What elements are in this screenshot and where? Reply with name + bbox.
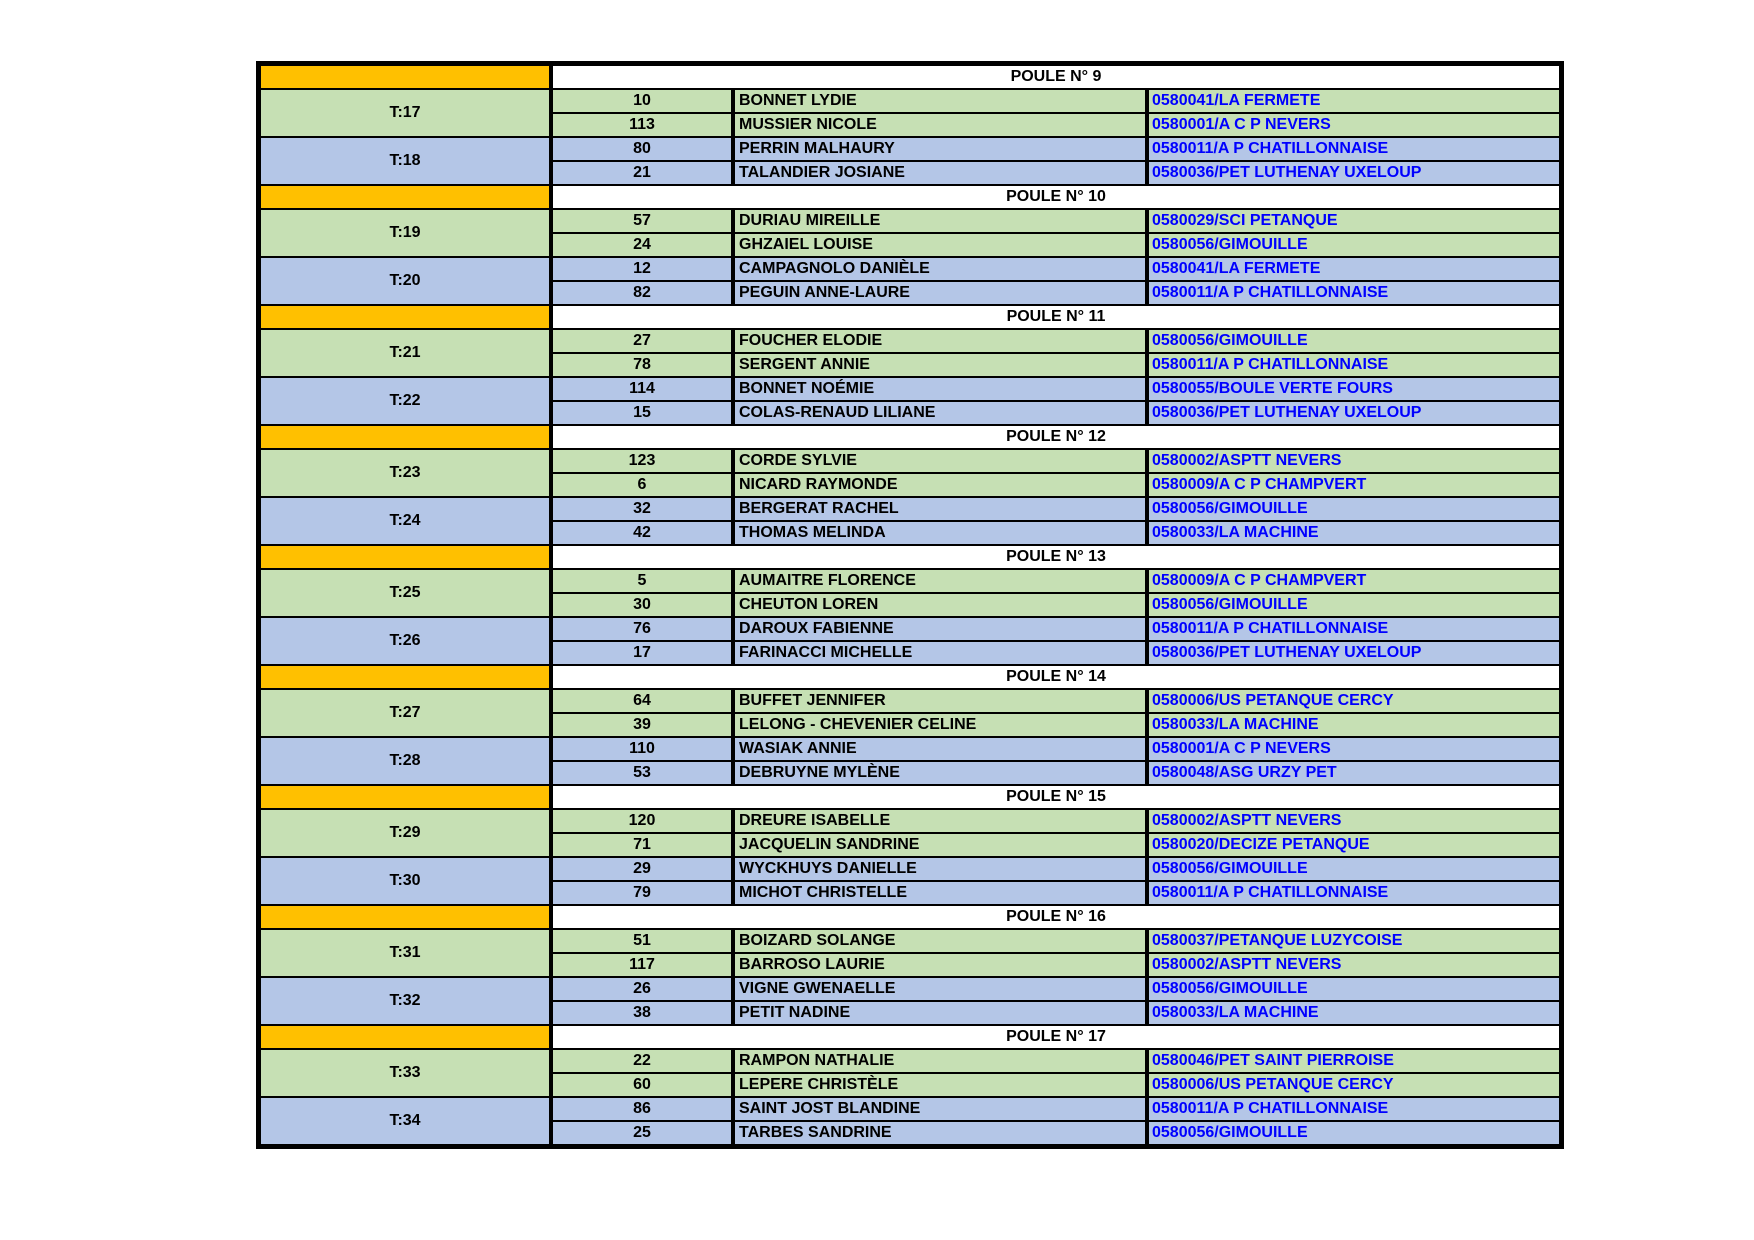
player-club-link[interactable]: 0580011/A P CHATILLONNAISE (1148, 281, 1560, 305)
player-number: 60 (552, 1073, 734, 1097)
player-club-link[interactable]: 0580002/ASPTT NEVERS (1148, 449, 1560, 473)
player-number: 53 (552, 761, 734, 785)
team-block (260, 809, 1560, 857)
player-number: 10 (552, 89, 734, 113)
player-number: 71 (552, 833, 734, 857)
team-label: T:34 (260, 1097, 552, 1145)
player-row (552, 1073, 1560, 1097)
team-block (260, 89, 1560, 137)
player-number: 57 (552, 209, 734, 233)
team-label: T:33 (260, 1049, 552, 1097)
poule-header (260, 905, 1560, 929)
player-club-link[interactable]: 0580036/PET LUTHENAY UXELOUP (1148, 641, 1560, 665)
team-label: T:23 (260, 449, 552, 497)
player-row (552, 521, 1560, 545)
player-name: SAINT JOST BLANDINE (734, 1097, 1148, 1121)
poule-color-swatch (260, 1025, 552, 1049)
poule-color-swatch (260, 305, 552, 329)
player-row (552, 377, 1560, 401)
team-players (552, 617, 1560, 665)
player-name: DAROUX FABIENNE (734, 617, 1148, 641)
player-row (552, 857, 1560, 881)
player-club-link[interactable]: 0580037/PETANQUE LUZYCOISE (1148, 929, 1560, 953)
player-club-link[interactable]: 0580056/GIMOUILLE (1148, 329, 1560, 353)
player-number: 39 (552, 713, 734, 737)
poule-header (260, 425, 1560, 449)
player-name: NICARD RAYMONDE (734, 473, 1148, 497)
team-block (260, 617, 1560, 665)
player-club-link[interactable]: 0580041/LA FERMETE (1148, 89, 1560, 113)
player-club-link[interactable]: 0580020/DECIZE PETANQUE (1148, 833, 1560, 857)
team-label: T:24 (260, 497, 552, 545)
player-row (552, 113, 1560, 137)
player-club-link[interactable]: 0580055/BOULE VERTE FOURS (1148, 377, 1560, 401)
team-block (260, 137, 1560, 185)
player-club-link[interactable]: 0580056/GIMOUILLE (1148, 977, 1560, 1001)
poule-header (260, 1025, 1560, 1049)
player-club-link[interactable]: 0580056/GIMOUILLE (1148, 857, 1560, 881)
draw-sheet (256, 61, 1564, 1149)
player-name: PETIT NADINE (734, 1001, 1148, 1025)
player-number: 38 (552, 1001, 734, 1025)
player-name: RAMPON NATHALIE (734, 1049, 1148, 1073)
player-number: 15 (552, 401, 734, 425)
player-row (552, 473, 1560, 497)
team-label: T:22 (260, 377, 552, 425)
team-block (260, 737, 1560, 785)
player-name: THOMAS MELINDA (734, 521, 1148, 545)
player-club-link[interactable]: 0580056/GIMOUILLE (1148, 233, 1560, 257)
poule-title: POULE N° 17 (552, 1025, 1560, 1049)
player-number: 25 (552, 1121, 734, 1145)
poule-color-swatch (260, 65, 552, 89)
player-row (552, 593, 1560, 617)
team-label: T:30 (260, 857, 552, 905)
player-row (552, 929, 1560, 953)
player-number: 76 (552, 617, 734, 641)
player-club-link[interactable]: 0580002/ASPTT NEVERS (1148, 809, 1560, 833)
poule-title: POULE N° 13 (552, 545, 1560, 569)
team-block (260, 929, 1560, 977)
team-label: T:18 (260, 137, 552, 185)
team-label: T:21 (260, 329, 552, 377)
player-row (552, 1097, 1560, 1121)
player-name: BERGERAT RACHEL (734, 497, 1148, 521)
player-club-link[interactable]: 0580011/A P CHATILLONNAISE (1148, 1097, 1560, 1121)
player-name: SERGENT ANNIE (734, 353, 1148, 377)
player-number: 114 (552, 377, 734, 401)
player-name: DURIAU MIREILLE (734, 209, 1148, 233)
player-club-link[interactable]: 0580056/GIMOUILLE (1148, 497, 1560, 521)
player-row (552, 257, 1560, 281)
player-club-link[interactable]: 0580006/US PETANQUE CERCY (1148, 689, 1560, 713)
player-row (552, 833, 1560, 857)
team-players (552, 737, 1560, 785)
team-players (552, 89, 1560, 137)
team-players (552, 257, 1560, 305)
player-number: 113 (552, 113, 734, 137)
team-label: T:31 (260, 929, 552, 977)
player-club-link[interactable]: 0580041/LA FERMETE (1148, 257, 1560, 281)
poule-title: POULE N° 9 (552, 65, 1560, 89)
player-name: COLAS-RENAUD LILIANE (734, 401, 1148, 425)
player-name: TARBES SANDRINE (734, 1121, 1148, 1145)
player-club-link[interactable]: 0580006/US PETANQUE CERCY (1148, 1073, 1560, 1097)
player-club-link[interactable]: 0580036/PET LUTHENAY UXELOUP (1148, 401, 1560, 425)
team-players (552, 809, 1560, 857)
poule-title: POULE N° 11 (552, 305, 1560, 329)
team-label: T:32 (260, 977, 552, 1025)
team-block (260, 1049, 1560, 1097)
player-row (552, 89, 1560, 113)
poule-header (260, 185, 1560, 209)
player-club-link[interactable]: 0580029/SCI PETANQUE (1148, 209, 1560, 233)
player-name: LELONG - CHEVENIER CELINE (734, 713, 1148, 737)
team-block (260, 209, 1560, 257)
team-players (552, 329, 1560, 377)
team-block (260, 1097, 1560, 1145)
player-club-link[interactable]: 0580056/GIMOUILLE (1148, 1121, 1560, 1145)
poule-header (260, 545, 1560, 569)
poule-title: POULE N° 14 (552, 665, 1560, 689)
player-name: WASIAK ANNIE (734, 737, 1148, 761)
player-number: 79 (552, 881, 734, 905)
player-number: 80 (552, 137, 734, 161)
team-label: T:27 (260, 689, 552, 737)
team-label: T:28 (260, 737, 552, 785)
player-name: FARINACCI MICHELLE (734, 641, 1148, 665)
player-club-link[interactable]: 0580011/A P CHATILLONNAISE (1148, 353, 1560, 377)
player-number: 12 (552, 257, 734, 281)
player-row (552, 617, 1560, 641)
player-name: JACQUELIN SANDRINE (734, 833, 1148, 857)
player-name: BONNET NOÉMIE (734, 377, 1148, 401)
player-number: 120 (552, 809, 734, 833)
player-name: VIGNE GWENAELLE (734, 977, 1148, 1001)
player-row (552, 1121, 1560, 1145)
player-name: AUMAITRE FLORENCE (734, 569, 1148, 593)
player-club-link[interactable]: 0580009/A C P CHAMPVERT (1148, 473, 1560, 497)
player-club-link[interactable]: 0580056/GIMOUILLE (1148, 593, 1560, 617)
player-row (552, 641, 1560, 665)
team-players (552, 689, 1560, 737)
player-row (552, 569, 1560, 593)
player-name: WYCKHUYS DANIELLE (734, 857, 1148, 881)
player-club-link[interactable]: 0580011/A P CHATILLONNAISE (1148, 617, 1560, 641)
player-row (552, 953, 1560, 977)
player-row (552, 1001, 1560, 1025)
team-players (552, 377, 1560, 425)
player-number: 82 (552, 281, 734, 305)
player-club-link[interactable]: 0580048/ASG URZY PET (1148, 761, 1560, 785)
player-row (552, 449, 1560, 473)
player-number: 51 (552, 929, 734, 953)
player-row (552, 161, 1560, 185)
team-label: T:17 (260, 89, 552, 137)
team-players (552, 209, 1560, 257)
player-number: 22 (552, 1049, 734, 1073)
poule-color-swatch (260, 905, 552, 929)
player-club-link[interactable]: 0580033/LA MACHINE (1148, 1001, 1560, 1025)
player-number: 24 (552, 233, 734, 257)
player-number: 5 (552, 569, 734, 593)
player-name: CAMPAGNOLO DANIÈLE (734, 257, 1148, 281)
team-label: T:19 (260, 209, 552, 257)
poule-color-swatch (260, 545, 552, 569)
team-block (260, 497, 1560, 545)
player-number: 29 (552, 857, 734, 881)
player-club-link[interactable]: 0580033/LA MACHINE (1148, 521, 1560, 545)
player-number: 6 (552, 473, 734, 497)
player-name: CORDE SYLVIE (734, 449, 1148, 473)
player-row (552, 353, 1560, 377)
player-club-link[interactable]: 0580009/A C P CHAMPVERT (1148, 569, 1560, 593)
player-row (552, 737, 1560, 761)
player-name: BOIZARD SOLANGE (734, 929, 1148, 953)
player-row (552, 809, 1560, 833)
player-number: 64 (552, 689, 734, 713)
poule-color-swatch (260, 785, 552, 809)
poule-header (260, 305, 1560, 329)
player-name: BARROSO LAURIE (734, 953, 1148, 977)
team-block (260, 329, 1560, 377)
player-club-link[interactable]: 0580011/A P CHATILLONNAISE (1148, 881, 1560, 905)
player-name: BONNET LYDIE (734, 89, 1148, 113)
team-block (260, 689, 1560, 737)
player-number: 117 (552, 953, 734, 977)
player-name: FOUCHER ELODIE (734, 329, 1148, 353)
player-row (552, 137, 1560, 161)
poule-title: POULE N° 12 (552, 425, 1560, 449)
player-number: 26 (552, 977, 734, 1001)
player-number: 123 (552, 449, 734, 473)
player-name: DEBRUYNE MYLÈNE (734, 761, 1148, 785)
player-club-link[interactable]: 0580002/ASPTT NEVERS (1148, 953, 1560, 977)
player-number: 21 (552, 161, 734, 185)
player-row (552, 689, 1560, 713)
player-row (552, 233, 1560, 257)
player-name: GHZAIEL LOUISE (734, 233, 1148, 257)
team-block (260, 977, 1560, 1025)
player-row (552, 209, 1560, 233)
poule-title: POULE N° 15 (552, 785, 1560, 809)
team-players (552, 449, 1560, 497)
player-name: CHEUTON LOREN (734, 593, 1148, 617)
player-name: MUSSIER NICOLE (734, 113, 1148, 137)
player-row (552, 713, 1560, 737)
team-label: T:26 (260, 617, 552, 665)
player-club-link[interactable]: 0580001/A C P NEVERS (1148, 113, 1560, 137)
player-club-link[interactable]: 0580046/PET SAINT PIERROISE (1148, 1049, 1560, 1073)
player-name: DREURE ISABELLE (734, 809, 1148, 833)
player-club-link[interactable]: 0580011/A P CHATILLONNAISE (1148, 137, 1560, 161)
player-row (552, 497, 1560, 521)
team-players (552, 497, 1560, 545)
player-row (552, 977, 1560, 1001)
player-number: 27 (552, 329, 734, 353)
player-number: 42 (552, 521, 734, 545)
team-players (552, 137, 1560, 185)
team-block (260, 449, 1560, 497)
player-number: 86 (552, 1097, 734, 1121)
player-number: 30 (552, 593, 734, 617)
poule-color-swatch (260, 425, 552, 449)
team-players (552, 929, 1560, 977)
team-label: T:25 (260, 569, 552, 617)
player-club-link[interactable]: 0580036/PET LUTHENAY UXELOUP (1148, 161, 1560, 185)
team-block (260, 569, 1560, 617)
poule-title: POULE N° 10 (552, 185, 1560, 209)
player-number: 17 (552, 641, 734, 665)
player-row (552, 401, 1560, 425)
team-players (552, 1097, 1560, 1145)
player-row (552, 281, 1560, 305)
player-club-link[interactable]: 0580001/A C P NEVERS (1148, 737, 1560, 761)
team-players (552, 857, 1560, 905)
poule-color-swatch (260, 185, 552, 209)
player-row (552, 881, 1560, 905)
player-number: 32 (552, 497, 734, 521)
team-block (260, 377, 1560, 425)
player-club-link[interactable]: 0580033/LA MACHINE (1148, 713, 1560, 737)
poule-color-swatch (260, 665, 552, 689)
player-number: 78 (552, 353, 734, 377)
team-players (552, 977, 1560, 1025)
player-name: TALANDIER JOSIANE (734, 161, 1148, 185)
player-row (552, 329, 1560, 353)
poule-header (260, 665, 1560, 689)
player-number: 110 (552, 737, 734, 761)
player-name: PERRIN MALHAURY (734, 137, 1148, 161)
poule-header (260, 785, 1560, 809)
team-label: T:29 (260, 809, 552, 857)
team-block (260, 857, 1560, 905)
player-row (552, 1049, 1560, 1073)
team-players (552, 1049, 1560, 1097)
team-block (260, 257, 1560, 305)
player-row (552, 761, 1560, 785)
team-players (552, 569, 1560, 617)
player-name: PEGUIN ANNE-LAURE (734, 281, 1148, 305)
poule-title: POULE N° 16 (552, 905, 1560, 929)
poule-header (260, 65, 1560, 89)
team-label: T:20 (260, 257, 552, 305)
player-name: BUFFET JENNIFER (734, 689, 1148, 713)
player-name: LEPERE CHRISTÈLE (734, 1073, 1148, 1097)
player-name: MICHOT CHRISTELLE (734, 881, 1148, 905)
